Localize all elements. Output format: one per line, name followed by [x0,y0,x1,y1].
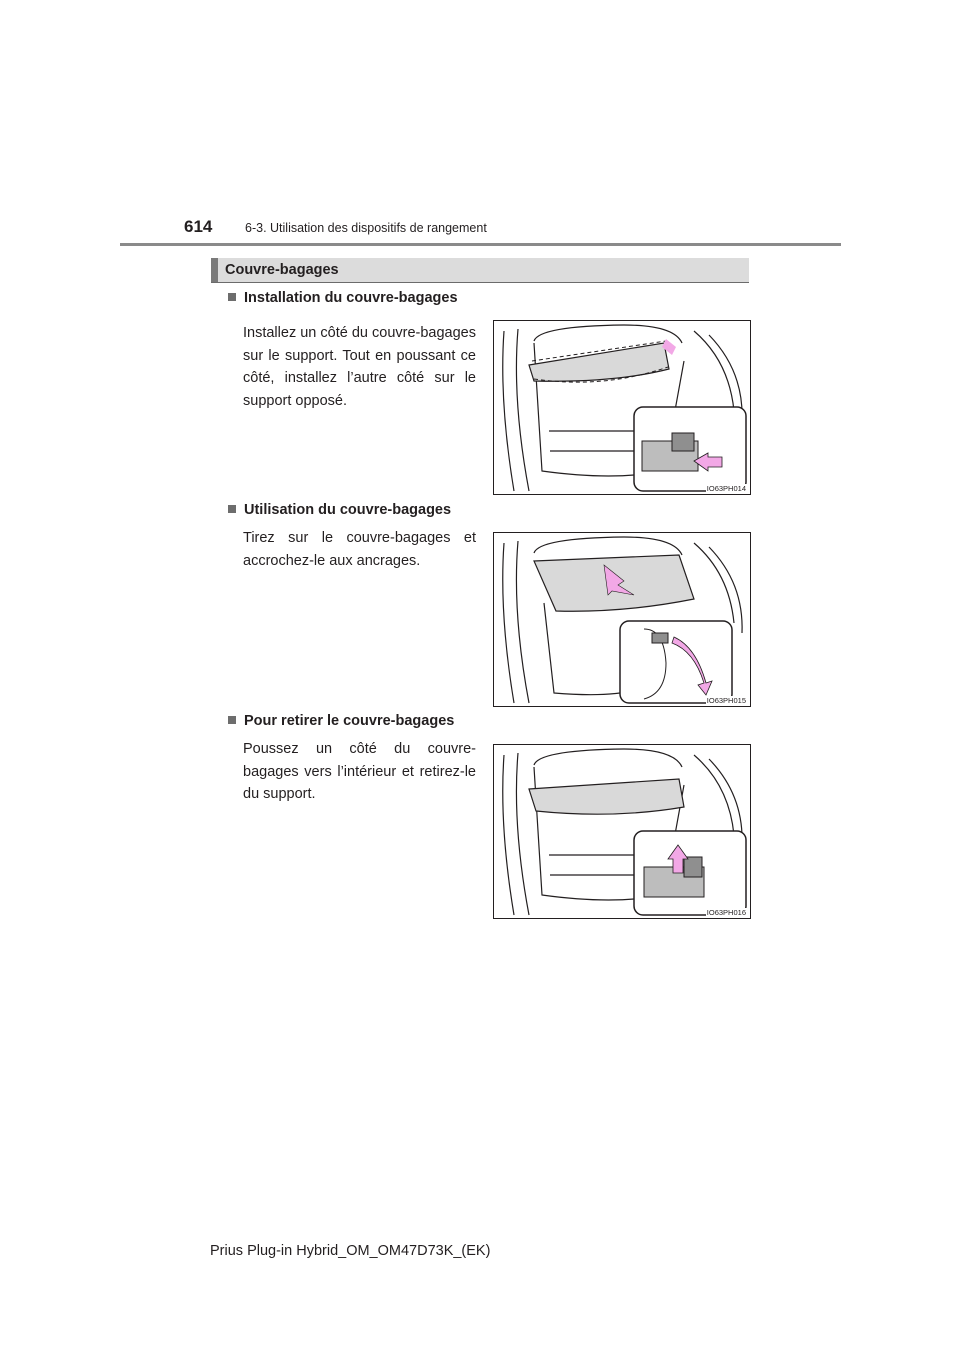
section-header [211,258,749,283]
subheading-text: Pour retirer le couvre-bagages [244,713,455,729]
cover-shape [529,343,669,381]
subheading-installation [228,290,458,306]
header-rule [120,243,841,246]
trunk-illustration [494,321,750,494]
subheading-removal [228,713,454,729]
figure-code: IO63PH016 [706,908,746,917]
paragraph-usage: Tirez sur le couvre-bagages et accrochez-le aux ancrages. [243,530,476,569]
figure-installation [493,320,751,495]
figure-code: IO63PH014 [706,484,746,493]
cover-shape [529,779,684,814]
subheading-usage [228,502,451,518]
square-bullet-icon [228,293,236,301]
trunk-illustration [494,533,750,706]
page-number: 614 [184,217,213,236]
paragraph-removal: Poussez un côté du couvre-bagages vers l’intérieur et retirez-le du support. [243,741,476,802]
square-bullet-icon [228,505,236,513]
figure-usage [493,532,751,707]
paragraph-installation: Installez un côté du couvre-bagages sur le support. Tout en poussant ce côté, installez l’autre côté sur le support opposé. [243,325,476,409]
detail-inset [620,621,732,703]
footer-doc-id: Prius Plug-in Hybrid_OM_OM47D73K_(EK) [210,1243,491,1259]
trunk-illustration [494,745,750,918]
subheading-text: Utilisation du couvre-bagages [244,502,452,518]
section-title: Couvre-bagages [225,262,339,278]
subheading-text: Installation du couvre-bagages [244,290,458,306]
figure-code: IO63PH015 [706,696,746,705]
square-bullet-icon [228,716,236,724]
section-accent [211,258,218,282]
chapter-title: 6-3. Utilisation des dispositifs de rangement [245,221,487,235]
figure-removal [493,744,751,919]
